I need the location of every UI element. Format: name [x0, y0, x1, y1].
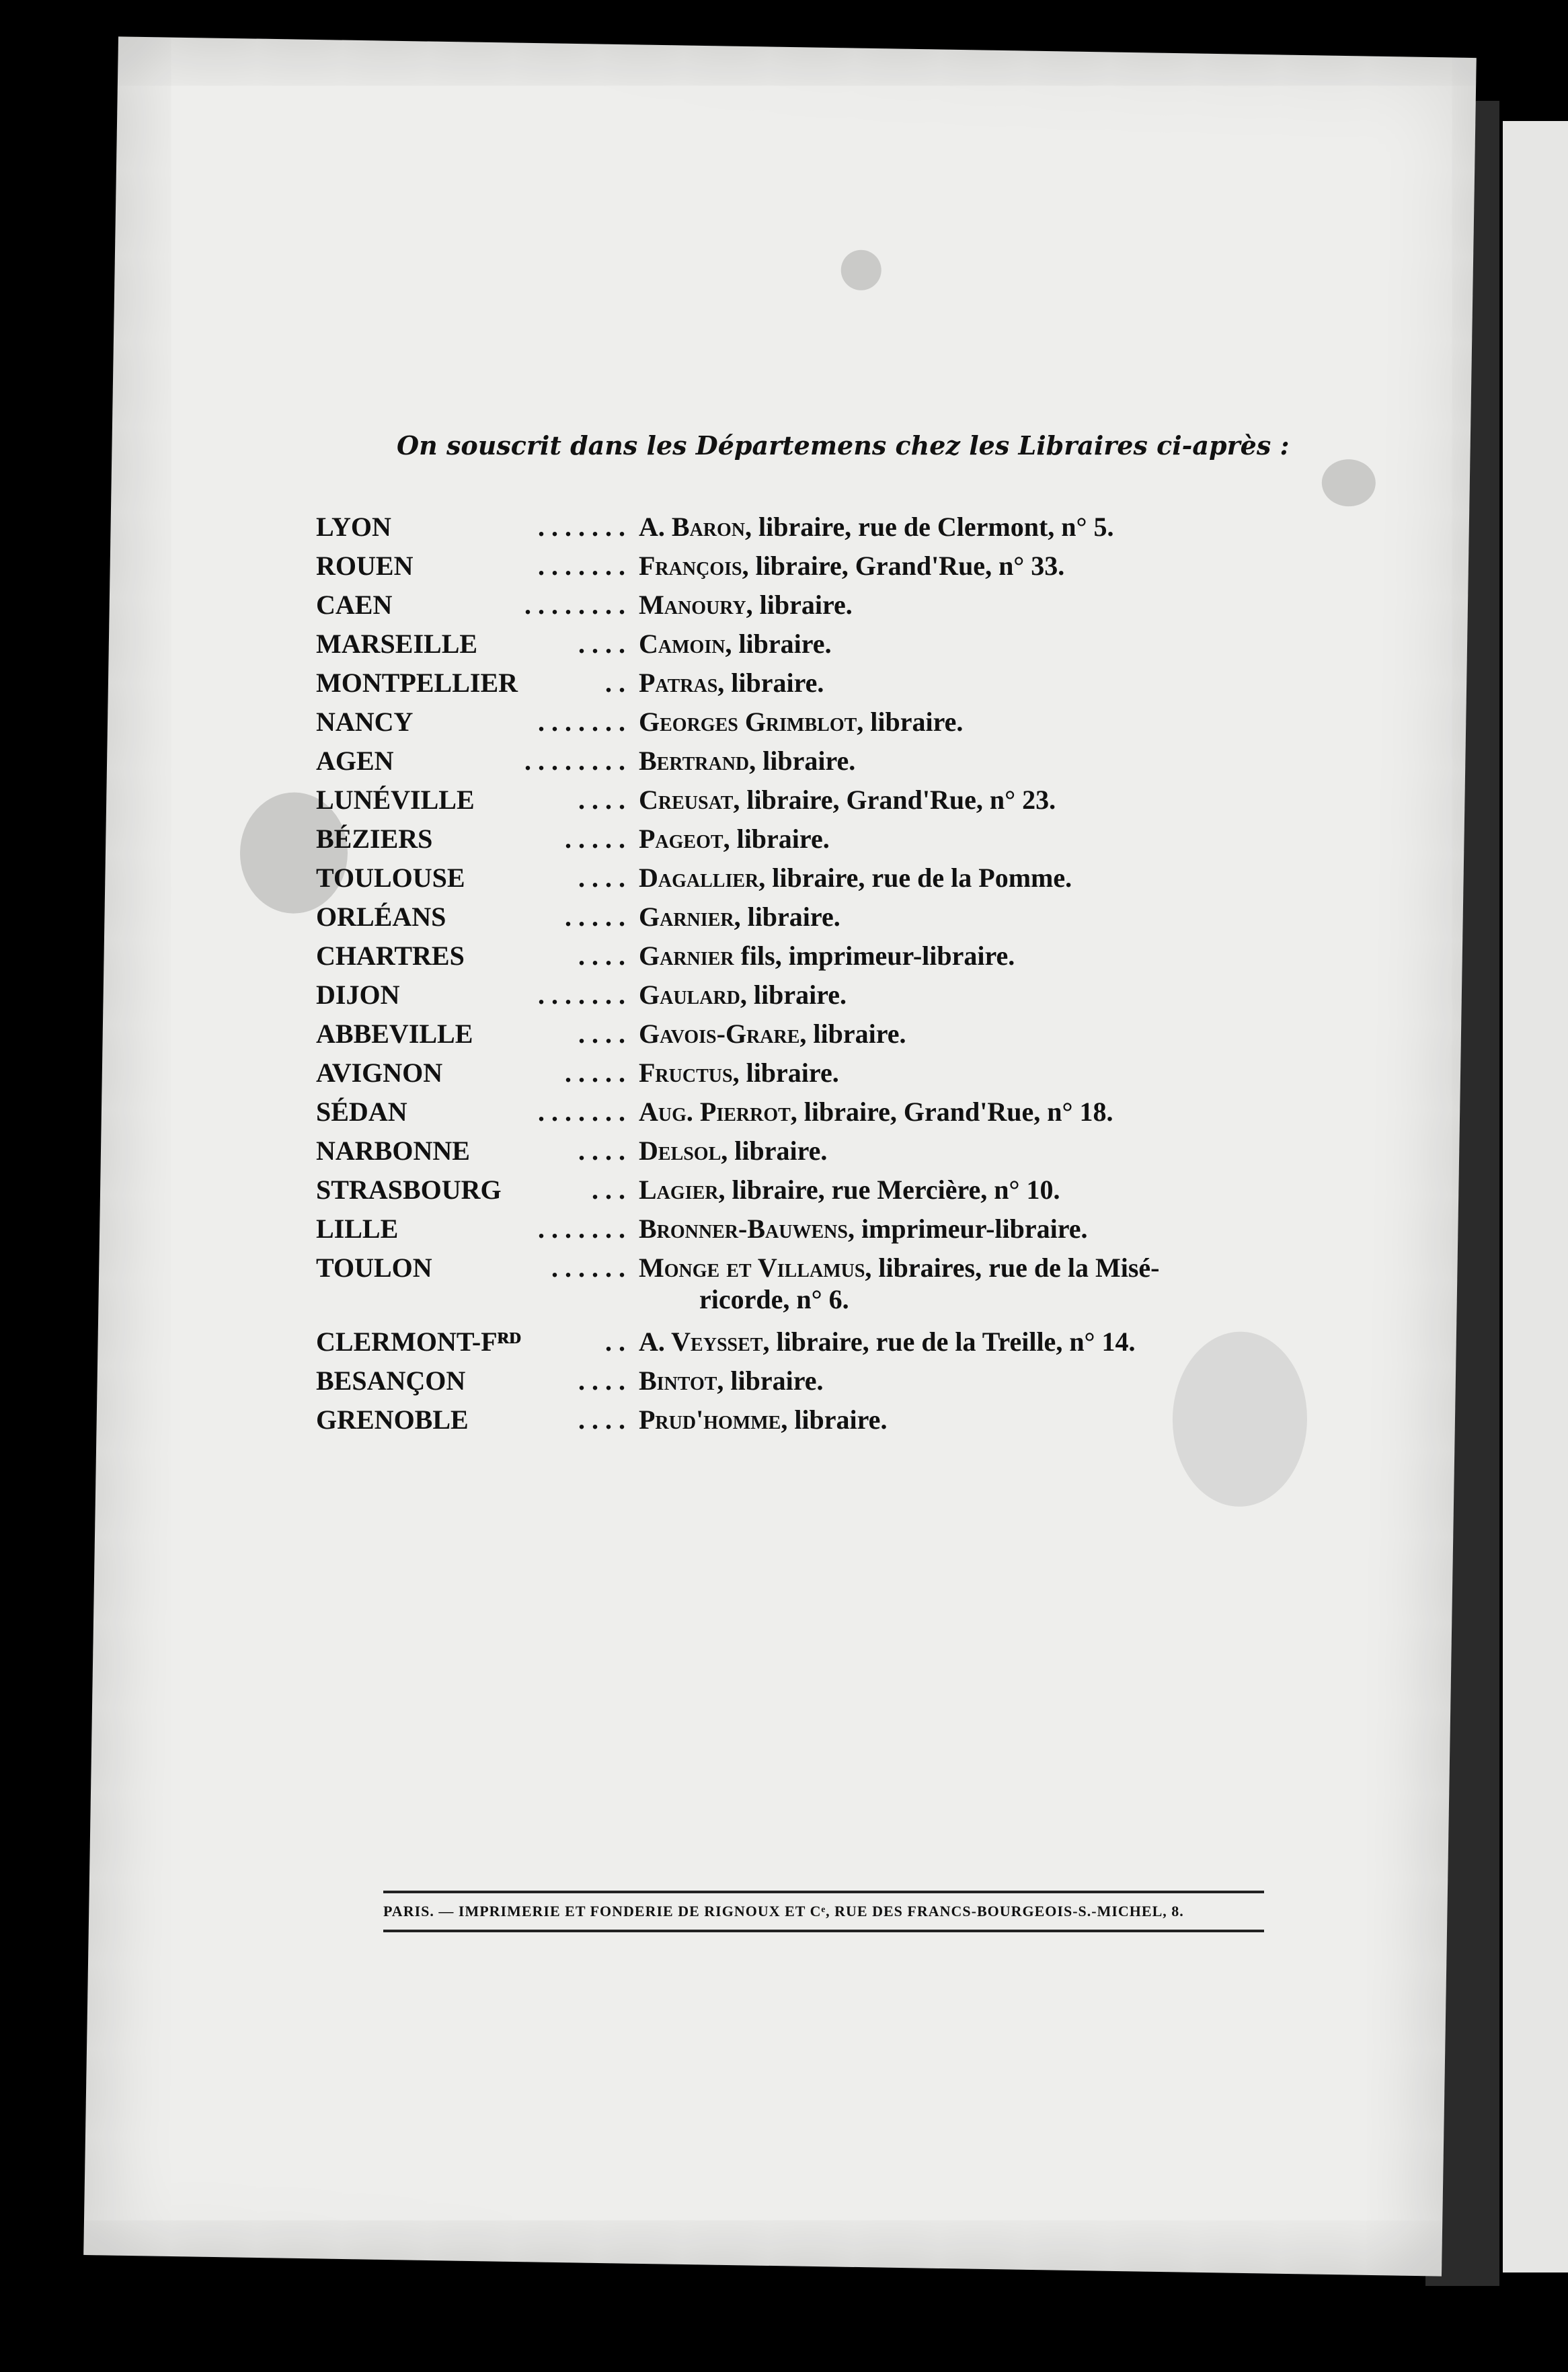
bookseller-details: , libraire.: [725, 629, 832, 659]
bookseller-name: Garnier: [639, 941, 734, 971]
bookseller-entry: [639, 511, 1114, 543]
bookseller-entry: [639, 1018, 906, 1050]
leader-dots: . . . . . . .: [538, 551, 625, 581]
bookseller-name: Monge et Villamus: [639, 1253, 865, 1283]
leader-dots: . . . . .: [565, 824, 625, 854]
bookseller-details: , libraire.: [717, 1366, 824, 1396]
list-item: [316, 1174, 1325, 1213]
list-item: [316, 745, 1325, 784]
city-name: STRASBOURG: [316, 1175, 502, 1205]
bookseller-name: Prud'homme: [639, 1405, 781, 1435]
leader-dots: . . . .: [578, 1366, 625, 1396]
list-item: [316, 1018, 1325, 1057]
list-item: [316, 1365, 1325, 1404]
bookseller-details: , libraire, rue de la Treille, n° 14.: [762, 1327, 1136, 1357]
bookseller-details: , libraire.: [734, 902, 840, 932]
bookseller-entry: [639, 1135, 827, 1167]
bookseller-details: , libraire.: [749, 746, 856, 776]
list-item: [316, 1252, 1325, 1326]
list-item: [316, 901, 1325, 940]
bookseller-entry: [639, 1174, 1060, 1205]
city-name: CLERMONT-Fᴿᴰ: [316, 1327, 521, 1357]
bookseller-entry: [639, 901, 840, 933]
list-item: [316, 589, 1325, 628]
bookseller-entry: [639, 628, 832, 660]
city-name: NANCY: [316, 707, 414, 737]
city-name: ROUEN: [316, 551, 414, 581]
list-item: [316, 1213, 1325, 1252]
bookseller-entry: [639, 823, 830, 855]
bookseller-name: Patras: [639, 668, 718, 698]
bookseller-details: , libraire.: [857, 707, 964, 737]
list-item: [316, 862, 1325, 901]
bookseller-name: Bronner-Bauwens: [639, 1214, 848, 1244]
bookseller-entry: [639, 1365, 824, 1396]
leader-dots: . . . . .: [565, 1058, 625, 1088]
bookseller-details: , libraires, rue de la Misé-: [865, 1253, 1160, 1283]
leader-dots: . . . . . . . .: [524, 590, 625, 620]
leader-dots: . . . . . . .: [538, 1097, 625, 1127]
bookseller-entry: [639, 550, 1064, 582]
bookseller-entry: [639, 706, 963, 738]
bookseller-name: A. Veysset: [639, 1327, 763, 1357]
bookseller-entry: [639, 667, 824, 699]
leader-dots: . . . .: [578, 941, 625, 971]
list-item: [316, 511, 1325, 550]
bookseller-details: , libraire.: [717, 668, 824, 698]
bookseller-entry: [639, 1057, 839, 1089]
city-name: GRENOBLE: [316, 1405, 469, 1435]
bookseller-details: , libraire.: [721, 1136, 828, 1166]
leader-dots: . .: [605, 668, 625, 698]
bookseller-details: , imprimeur-libraire.: [847, 1214, 1088, 1244]
list-item: [316, 940, 1325, 979]
printer-imprint: PARIS. — IMPRIMERIE ET FONDERIE DE RIGNOUX ET Cᵉ, RUE DES FRANCS-BOURGEOIS-S.-MICHEL, 8.: [383, 1903, 1184, 1920]
city-name: AGEN: [316, 746, 394, 776]
leader-dots: . . . .: [578, 629, 625, 659]
leader-dots: . . . . . . .: [538, 1214, 625, 1244]
leader-dots: . . . .: [578, 1019, 625, 1049]
bookseller-entry: [639, 589, 853, 621]
bookseller-name: Manoury: [639, 590, 746, 620]
bookseller-name: Bertrand: [639, 746, 750, 776]
city-name: MONTPELLIER: [316, 668, 518, 698]
bookseller-details: , libraire, Grand'Rue, n° 23.: [733, 785, 1056, 815]
leader-dots: . . . . . . .: [538, 512, 625, 542]
list-item: [316, 1404, 1325, 1443]
list-item: [316, 1326, 1325, 1365]
list-item: [316, 1135, 1325, 1174]
ink-smudge: [1321, 459, 1376, 507]
bookseller-details: , libraire, rue de la Pomme.: [758, 863, 1072, 893]
bookseller-details: , libraire.: [781, 1405, 888, 1435]
bookseller-name: Aug. Pierrot: [639, 1097, 791, 1127]
city-name: SÉDAN: [316, 1097, 407, 1127]
list-item: [316, 1057, 1325, 1096]
bookseller-details: , libraire, Grand'Rue, n° 33.: [742, 551, 1065, 581]
bookseller-details: , libraire.: [723, 824, 830, 854]
bookseller-name: Gavois-Grare: [639, 1019, 800, 1049]
city-name: ORLÉANS: [316, 902, 446, 932]
adjacent-page: [1503, 121, 1568, 2272]
bookseller-details: fils, imprimeur-libraire.: [734, 941, 1015, 971]
bookseller-name: Creusat: [639, 785, 734, 815]
bookseller-name: Gaulard: [639, 980, 740, 1010]
list-item: [316, 823, 1325, 862]
leader-dots: . . . . . . . .: [524, 746, 625, 776]
leader-dots: . . . . . . .: [538, 980, 625, 1010]
city-name: CAEN: [316, 590, 393, 620]
bookseller-list: [316, 511, 1325, 1443]
bookseller-details: , libraire.: [740, 980, 847, 1010]
bookseller-name: Delsol: [639, 1136, 721, 1166]
bookseller-name: Garnier: [639, 902, 734, 932]
bookseller-details: , libraire.: [799, 1019, 906, 1049]
bookseller-entry: [639, 784, 1056, 816]
list-item: [316, 628, 1325, 667]
bookseller-details-continued: ricorde, n° 6.: [699, 1284, 849, 1314]
leader-dots: . . . .: [578, 1136, 625, 1166]
leader-dots: . . . . . . .: [538, 707, 625, 737]
bookseller-entry: [639, 1252, 1160, 1315]
bookseller-name: Bintot: [639, 1366, 717, 1396]
bookseller-entry: [639, 745, 855, 777]
bookseller-details: , libraire.: [732, 1058, 839, 1088]
list-item: [316, 706, 1325, 745]
city-name: TOULOUSE: [316, 863, 465, 893]
city-name: NARBONNE: [316, 1136, 470, 1166]
city-name: CHARTRES: [316, 941, 465, 971]
bookseller-name: Lagier: [639, 1175, 719, 1205]
bookseller-name: Georges Grimblot: [639, 707, 857, 737]
bookseller-entry: [639, 979, 847, 1011]
leader-dots: . . . .: [578, 863, 625, 893]
city-name: BÉZIERS: [316, 824, 433, 854]
bookseller-details: , libraire, Grand'Rue, n° 18.: [790, 1097, 1113, 1127]
bookseller-details: , libraire, rue Mercière, n° 10.: [718, 1175, 1060, 1205]
bookseller-details: , libraire.: [746, 590, 853, 620]
city-name: AVIGNON: [316, 1058, 443, 1088]
leader-dots: . . . .: [578, 785, 625, 815]
page-heading: On souscrit dans les Départemens chez les Libraires ci-après :: [397, 430, 1290, 461]
city-name: LUNÉVILLE: [316, 785, 475, 815]
footer-rule-top: [383, 1891, 1264, 1893]
bookseller-entry: [639, 1096, 1113, 1128]
list-item: [316, 1096, 1325, 1135]
bookseller-entry: [639, 1213, 1088, 1244]
city-name: ABBEVILLE: [316, 1019, 473, 1049]
leader-dots: . . . .: [578, 1405, 625, 1435]
bookseller-entry: [639, 1326, 1136, 1357]
ink-smudge: [840, 249, 881, 290]
bookseller-name: Pageot: [639, 824, 723, 854]
list-item: [316, 979, 1325, 1018]
bookseller-name: Camoin: [639, 629, 726, 659]
city-name: LILLE: [316, 1214, 399, 1244]
city-name: DIJON: [316, 980, 400, 1010]
list-item: [316, 550, 1325, 589]
bookseller-entry: [639, 940, 1015, 972]
bookseller-entry: [639, 862, 1072, 894]
leader-dots: . .: [605, 1327, 625, 1357]
bookseller-name: Fructus: [639, 1058, 733, 1088]
city-name: LYON: [316, 512, 391, 542]
city-name: BESANÇON: [316, 1366, 466, 1396]
leader-dots: . . . . .: [565, 902, 625, 932]
bookseller-details: , libraire, rue de Clermont, n° 5.: [745, 512, 1114, 542]
bookseller-name: Dagallier: [639, 863, 759, 893]
list-item: [316, 667, 1325, 706]
bookseller-name: François: [639, 551, 742, 581]
bookseller-name: A. Baron: [639, 512, 746, 542]
list-item: [316, 784, 1325, 823]
bookseller-entry: [639, 1404, 887, 1435]
city-name: MARSEILLE: [316, 629, 478, 659]
leader-dots: . . . . . .: [551, 1253, 625, 1283]
leader-dots: . . .: [592, 1175, 625, 1205]
footer-rule-bottom: [383, 1930, 1264, 1932]
city-name: TOULON: [316, 1253, 432, 1283]
